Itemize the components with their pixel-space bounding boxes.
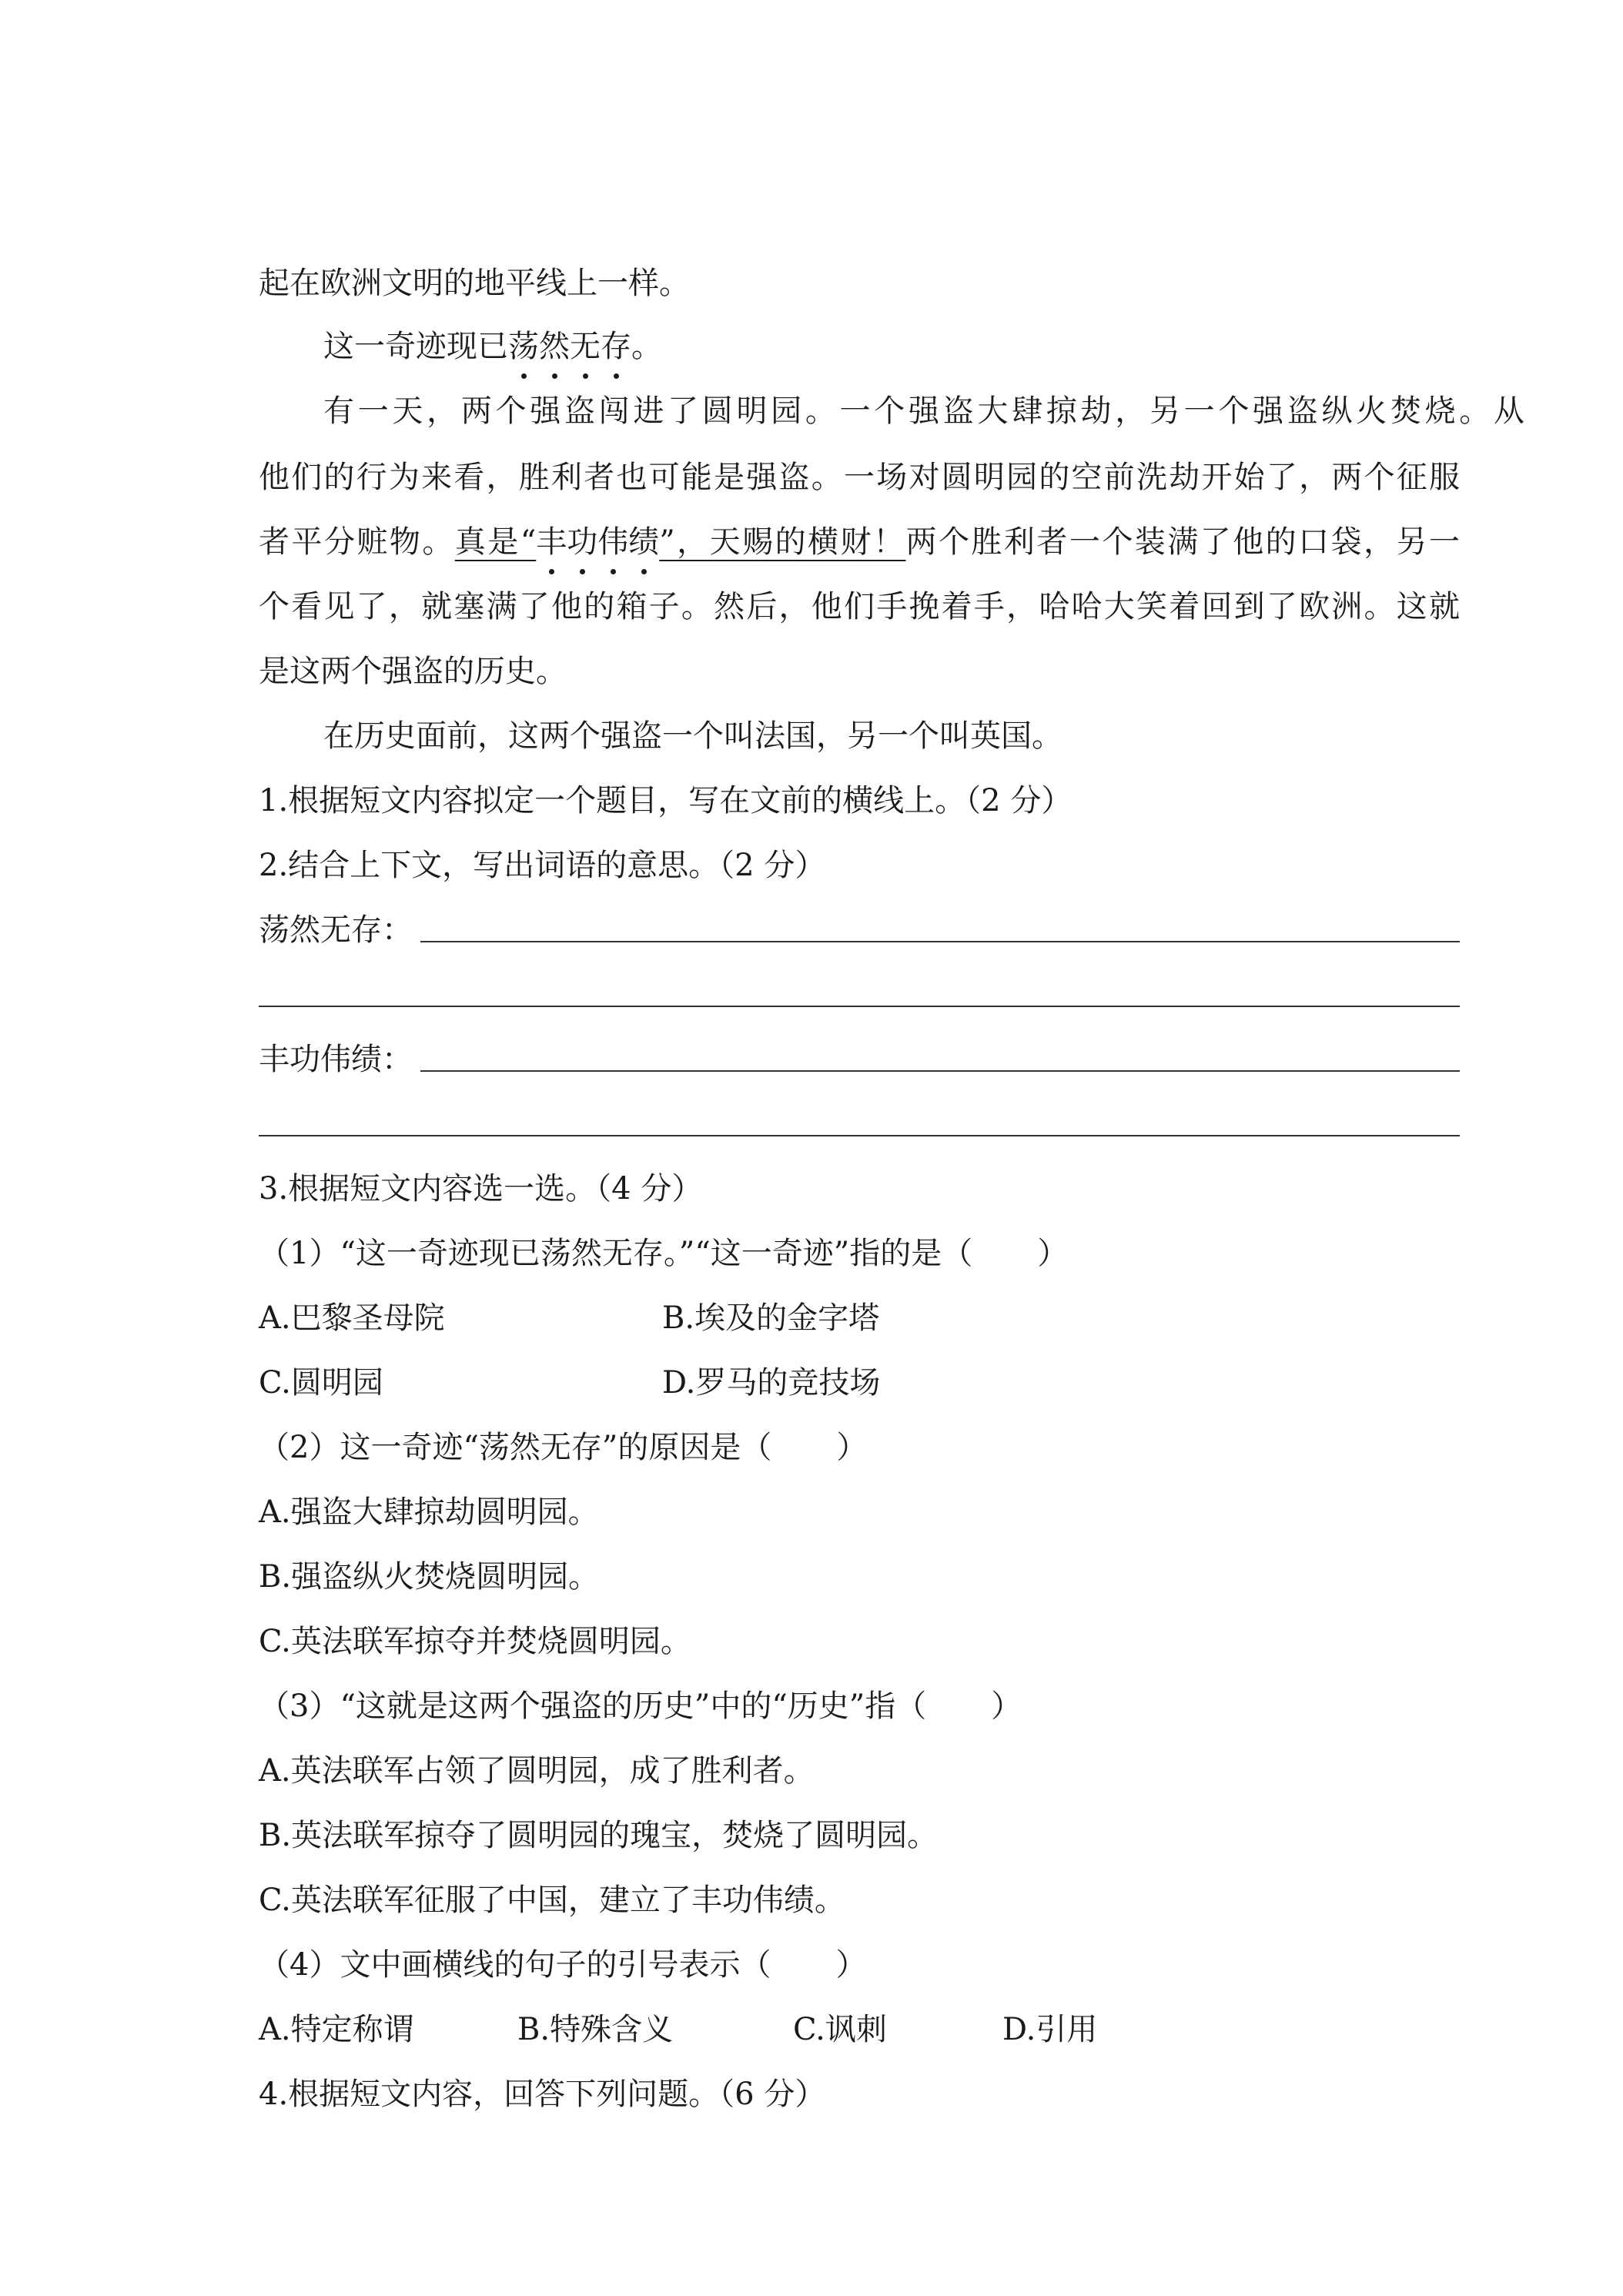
emphasis-char: 无 bbox=[570, 325, 601, 368]
answer-line[interactable] bbox=[259, 1135, 1460, 1136]
option-d: D.罗马的竞技场 bbox=[662, 1365, 881, 1401]
option-b: B.强盗纵火焚烧圆明园。 bbox=[259, 1559, 600, 1595]
option-b: B.特殊含义 bbox=[517, 2012, 674, 2047]
emphasis-char: 荡 bbox=[508, 325, 539, 368]
passage-line: 他们的行为来看，胜利者也可能是强盗。一场对圆明园的空前洗劫开始了，两个征服 bbox=[259, 460, 1460, 495]
passage-line: 个看见了，就塞满了他的箱子。然后，他们手挽着手，哈哈大笑着回到了欧洲。这就 bbox=[259, 589, 1460, 624]
option-a: A.特定称谓 bbox=[259, 2012, 414, 2047]
question-4: 4.根据短文内容，回答下列问题。（6 分） bbox=[259, 2077, 826, 2112]
question-3: 3.根据短文内容选一选。（4 分） bbox=[259, 1171, 703, 1207]
question-2: 2.结合上下文，写出词语的意思。（2 分） bbox=[259, 848, 826, 883]
option-d: D.引用 bbox=[1002, 2012, 1098, 2047]
answer-line[interactable] bbox=[420, 941, 1460, 942]
passage-line: 起在欧洲文明的地平线上一样。 bbox=[259, 266, 690, 301]
emphasis-char: 绩 bbox=[628, 520, 659, 564]
question-3-4: （4）文中画横线的句子的引号表示（ ） bbox=[259, 1947, 867, 1983]
question-3-1: （1）“这一奇迹现已荡然无存。”“这一奇迹”指的是（ ） bbox=[259, 1236, 1069, 1271]
passage-line: 在历史面前，这两个强盗一个叫法国，另一个叫英国。 bbox=[323, 718, 1062, 754]
option-a: A.巴黎圣母院 bbox=[259, 1300, 445, 1336]
option-c: C.讽刺 bbox=[793, 2012, 887, 2047]
option-b: B.埃及的金字塔 bbox=[662, 1300, 880, 1336]
emphasis-char: 伟 bbox=[597, 520, 628, 564]
emphasis-char: 存 bbox=[601, 325, 631, 368]
emphasis-char: 功 bbox=[567, 520, 597, 564]
option-a: A.英法联军占领了圆明园，成了胜利者。 bbox=[259, 1753, 815, 1789]
question-1: 1.根据短文内容拟定一个题目，写在文前的横线上。（2 分） bbox=[259, 783, 1073, 818]
passage-line-underlined: 者平分赃物。真是“丰功伟绩”，天赐的横财！两个胜利者一个装满了他的口袋，另一 bbox=[259, 520, 1460, 564]
emphasis-char: 丰 bbox=[536, 520, 567, 564]
option-a: A.强盗大肆掠劫圆明园。 bbox=[259, 1494, 599, 1530]
option-b: B.英法联军掠夺了圆明园的瑰宝，焚烧了圆明园。 bbox=[259, 1818, 939, 1853]
option-c: C.圆明园 bbox=[259, 1365, 383, 1401]
passage-line: 有一天，两个强盗闯进了圆明园。一个强盗大肆掠劫，另一个强盗纵火焚烧。从 bbox=[323, 393, 1524, 429]
underlined-sentence: 真是“丰功伟绩”，天赐的横财！ bbox=[455, 524, 906, 560]
answer-line[interactable] bbox=[420, 1070, 1460, 1072]
term-label-1: 荡然无存： bbox=[259, 912, 413, 948]
passage-line: 是这两个强盗的历史。 bbox=[259, 654, 567, 689]
option-c: C.英法联军掠夺并焚烧圆明园。 bbox=[259, 1624, 691, 1659]
question-3-2: （2）这一奇迹“荡然无存”的原因是（ ） bbox=[259, 1430, 868, 1465]
passage-line-emphasis: 这一奇迹现已荡然无存。 bbox=[259, 325, 1524, 368]
term-label-2: 丰功伟绩： bbox=[259, 1042, 413, 1077]
option-c: C.英法联军征服了中国，建立了丰功伟绩。 bbox=[259, 1883, 845, 1918]
answer-line[interactable] bbox=[259, 1006, 1460, 1007]
question-3-3: （3）“这就是这两个强盗的历史”中的“历史”指（ ） bbox=[259, 1689, 1022, 1724]
emphasis-char: 然 bbox=[539, 325, 570, 368]
